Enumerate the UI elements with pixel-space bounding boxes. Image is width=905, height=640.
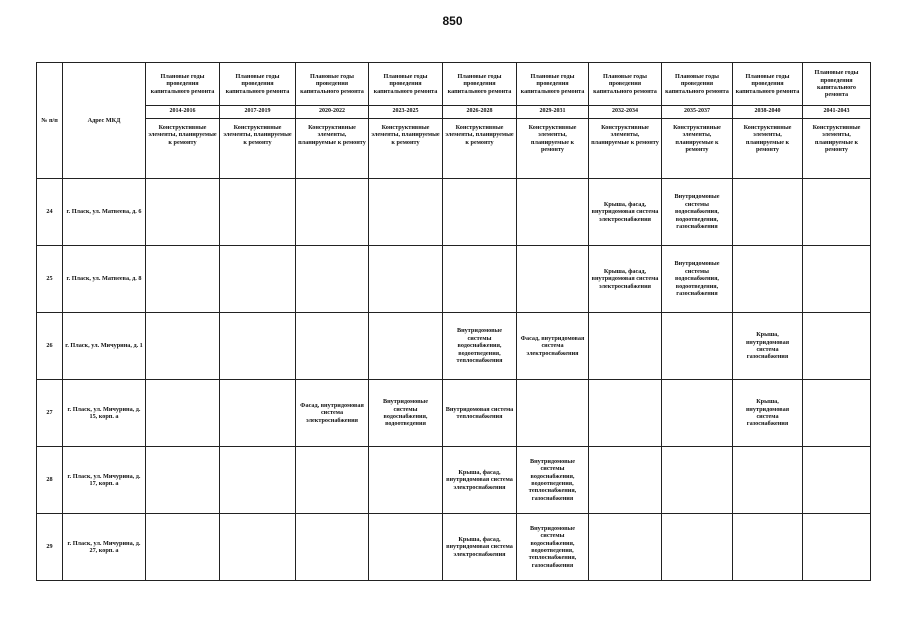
repair-work-cell [220,246,296,313]
header-elements: Конструктивные элементы, планируемые к ремонту [517,119,589,179]
repair-work-cell [220,514,296,581]
row-address: г. Пласк, ул. Мичурина, д. 15, корп. а [63,380,146,447]
repair-work-cell [220,179,296,246]
repair-work-cell: Крыша, внутридомовая система газоснабжения [733,313,803,380]
table-header [37,63,871,179]
repair-work-cell [589,447,662,514]
repair-work-cell: Крыша, фасад, внутридомовая система электроснабжения [443,514,517,581]
repair-work-cell [733,179,803,246]
repair-work-cell [662,313,733,380]
repair-work-cell [662,447,733,514]
table-row [37,380,871,447]
repair-work-cell [296,179,369,246]
repair-plan-table [36,62,871,581]
row-number: 29 [37,514,63,581]
row-address: г. Пласк, ул. Матвеева, д. 6 [63,179,146,246]
header-period-2032-2034: 2032-2034 [589,106,662,119]
header-elements: Конструктивные элементы, планируемые к ремонту [220,119,296,179]
page-number: 850 [442,14,463,28]
table-row [37,313,871,380]
header-period-2026-2028: 2026-2028 [443,106,517,119]
table-body [37,179,871,581]
header-planned-years: Плановые годы проведения капитального ремонта [803,63,871,106]
header-period-2020-2022: 2020-2022 [296,106,369,119]
repair-work-cell [146,447,220,514]
repair-work-cell [803,246,871,313]
repair-work-cell [296,246,369,313]
repair-work-cell [220,447,296,514]
header-elements: Конструктивные элементы, планируемые к ремонту [803,119,871,179]
table-row [37,514,871,581]
header-planned-years: Плановые годы проведения капитального ремонта [589,63,662,106]
header-period-2029-2031: 2029-2031 [517,106,589,119]
repair-work-cell [803,313,871,380]
header-period-2017-2019: 2017-2019 [220,106,296,119]
repair-work-cell [803,514,871,581]
repair-work-cell: Внутридомовые системы водоснабжения, водоотведения [369,380,443,447]
repair-work-cell [146,514,220,581]
row-address: г. Пласк, ул. Мичурина, д. 17, корп. а [63,447,146,514]
repair-work-cell [589,514,662,581]
repair-work-cell [443,246,517,313]
repair-work-cell [369,514,443,581]
table-row [37,179,871,246]
repair-work-cell [369,246,443,313]
repair-work-cell: Внутридомовые системы водоснабжения, водоотведения, теплоснабжения [443,313,517,380]
repair-work-cell [146,380,220,447]
header-planned-years: Плановые годы проведения капитального ремонта [296,63,369,106]
repair-work-cell [662,380,733,447]
repair-work-cell: Фасад, внутридомовая система электроснабжения [296,380,369,447]
header-period-2014-2016: 2014-2016 [146,106,220,119]
repair-work-cell [662,514,733,581]
repair-work-cell: Крыша, фасад, внутридомовая система электроснабжения [443,447,517,514]
header-planned-years: Плановые годы проведения капитального ремонта [662,63,733,106]
header-planned-years: Плановые годы проведения капитального ремонта [733,63,803,106]
repair-work-cell [146,246,220,313]
header-elements: Конструктивные элементы, планируемые к ремонту [662,119,733,179]
header-period-2041-2043: 2041-2043 [803,106,871,119]
repair-work-cell [733,447,803,514]
repair-work-cell [733,514,803,581]
table-row [37,246,871,313]
header-period-2035-2037: 2035-2037 [662,106,733,119]
repair-work-cell [296,313,369,380]
repair-work-cell [220,313,296,380]
row-number: 26 [37,313,63,380]
repair-work-cell [733,246,803,313]
header-planned-years: Плановые годы проведения капитального ремонта [369,63,443,106]
repair-work-cell: Внутридомовая система теплоснабжения [443,380,517,447]
repair-work-cell: Крыша, внутридомовая система газоснабжения [733,380,803,447]
repair-work-cell [803,179,871,246]
row-number: 27 [37,380,63,447]
repair-work-cell [369,447,443,514]
header-elements: Конструктивные элементы, планируемые к ремонту [443,119,517,179]
header-period-2023-2025: 2023-2025 [369,106,443,119]
repair-work-cell [517,380,589,447]
repair-work-cell: Внутридомовые системы водоснабжения, водоотведения, теплоснабжения, газоснабжения [517,447,589,514]
repair-work-cell: Внутридомовые системы водоснабжения, водоотведения, газоснабжения [662,179,733,246]
header-elements: Конструктивные элементы, планируемые к ремонту [589,119,662,179]
header-elements: Конструктивные элементы, планируемые к ремонту [369,119,443,179]
repair-work-cell: Внутридомовые системы водоснабжения, водоотведения, газоснабжения [662,246,733,313]
row-number: 24 [37,179,63,246]
repair-work-cell [803,447,871,514]
header-elements: Конструктивные элементы, планируемые к ремонту [296,119,369,179]
header-number: № п/п [37,63,63,179]
header-period-2038-2040: 2038-2040 [733,106,803,119]
header-planned-years: Плановые годы проведения капитального ремонта [517,63,589,106]
row-number: 28 [37,447,63,514]
header-elements: Конструктивные элементы, планируемые к ремонту [733,119,803,179]
repair-work-cell [589,380,662,447]
header-planned-years: Плановые годы проведения капитального ремонта [146,63,220,106]
repair-work-cell [146,179,220,246]
repair-work-cell [296,447,369,514]
repair-work-cell: Фасад, внутридомовая система электроснабжения [517,313,589,380]
repair-work-cell [220,380,296,447]
row-address: г. Пласк, ул. Мичурина, д. 1 [63,313,146,380]
repair-work-cell: Крыша, фасад, внутридомовая система электроснабжения [589,246,662,313]
repair-work-cell [146,313,220,380]
row-number: 25 [37,246,63,313]
repair-work-cell [369,179,443,246]
repair-work-cell: Внутридомовые системы водоснабжения, водоотведения, теплоснабжения, газоснабжения [517,514,589,581]
header-elements: Конструктивные элементы, планируемые к ремонту [146,119,220,179]
repair-work-cell [296,514,369,581]
header-address: Адрес МКД [63,63,146,179]
repair-work-cell [517,179,589,246]
row-address: г. Пласк, ул. Матвеева, д. 8 [63,246,146,313]
table-row [37,447,871,514]
header-planned-years: Плановые годы проведения капитального ремонта [443,63,517,106]
row-address: г. Пласк, ул. Мичурина, д. 27, корп. а [63,514,146,581]
header-planned-years: Плановые годы проведения капитального ремонта [220,63,296,106]
repair-work-cell [589,313,662,380]
repair-work-cell [517,246,589,313]
repair-work-cell [443,179,517,246]
repair-work-cell [803,380,871,447]
repair-work-cell: Крыша, фасад, внутридомовая система электроснабжения [589,179,662,246]
repair-work-cell [369,313,443,380]
